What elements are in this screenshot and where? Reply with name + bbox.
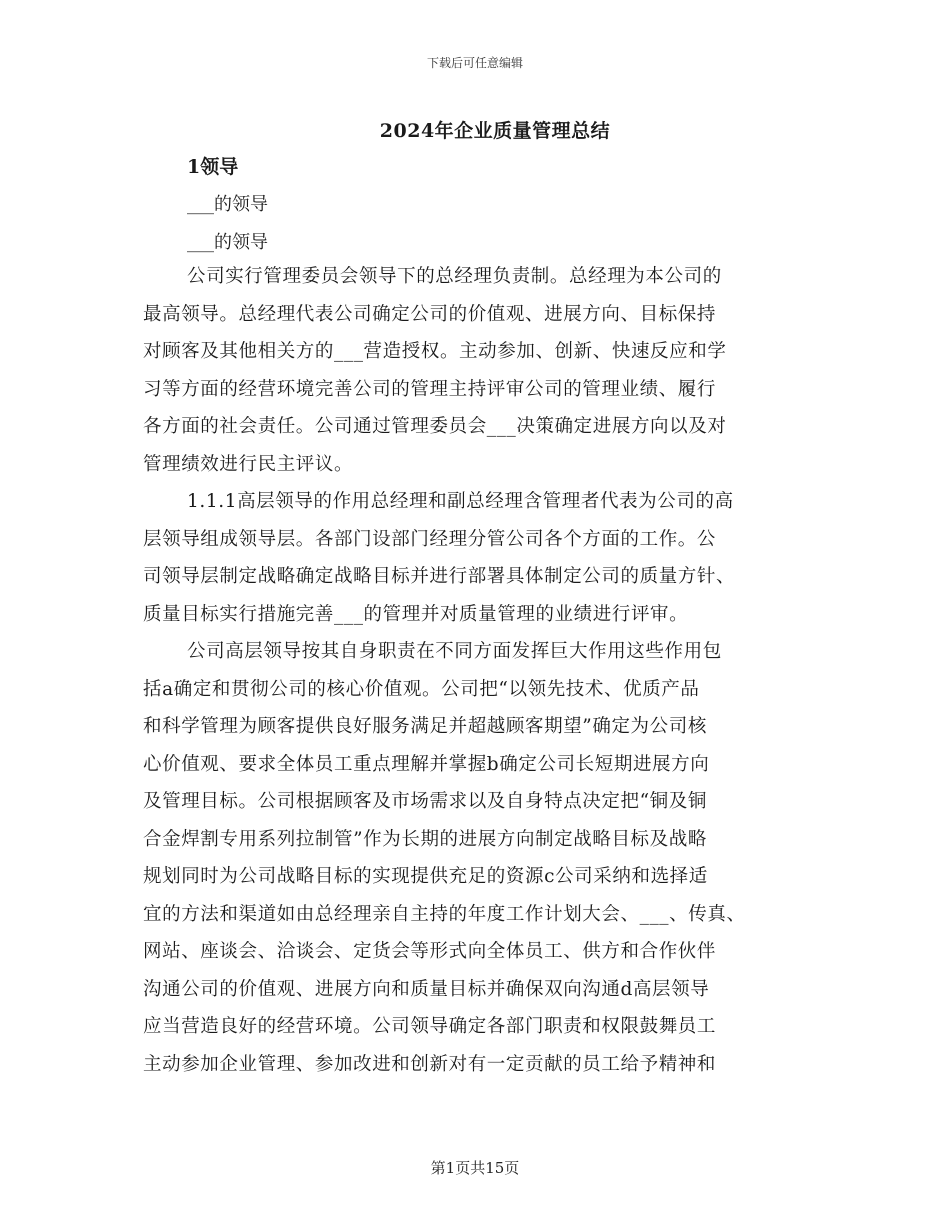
text-line: 和科学管理为顾客提供良好服务满足并超越顾客期望”确定为公司核	[143, 716, 707, 737]
section-heading: 1领导	[187, 156, 239, 178]
paragraph-1	[143, 258, 823, 483]
document-body	[143, 258, 823, 1083]
document-title: 2024年企业质量管理总结	[379, 120, 611, 142]
text-line: 主动参加企业管理、参加改进和创新对有一定贡献的员工给予精神和	[143, 1053, 717, 1075]
text-line: 最高领导。总经理代表公司确定公司的价值观、进展方向、目标保持	[143, 303, 717, 325]
text-line: 网站、座谈会、洽谈会、定货会等形式向全体员工、供方和合作伙伴	[143, 941, 717, 962]
text-line: 各方面的社会责任。公司通过管理委员会___决策确定进展方向以及对	[143, 416, 727, 437]
page-number: 第1页共15页	[430, 1159, 520, 1177]
text-line: 应当营造良好的经营环境。公司领导确定各部门职责和权限鼓舞员工	[143, 1016, 717, 1037]
text-line: 合金焊割专用系列拉制管”作为长期的进展方向制定战略目标及战略	[143, 828, 707, 850]
text-line: 公司实行管理委员会领导下的总经理负责制。总经理为本公司的	[187, 266, 722, 287]
text-line: 习等方面的经营环境完善公司的管理主持评审公司的管理业绩、履行	[143, 378, 717, 400]
text-line: 规划同时为公司战略目标的实现提供充足的资源c公司采纳和选择适	[143, 866, 708, 887]
paragraph-3	[143, 633, 823, 1083]
text-line: 对顾客及其他相关方的___营造授权。主动参加、创新、快速反应和学	[143, 341, 727, 362]
page-header: 下载后可任意编辑	[426, 56, 523, 70]
text-line: 质量目标实行措施完善___的管理并对质量管理的业绩进行评审。	[143, 603, 689, 625]
text-line: 沟通公司的价值观、进展方向和质量目标并确保双向沟通d高层领导	[143, 978, 710, 1000]
text-line: 括a确定和贯彻公司的核心价值观。公司把“以领先技术、优质产品	[143, 678, 700, 700]
text-line: 宜的方法和渠道如由总经理亲自主持的年度工作计划大会、___、传真、	[143, 903, 746, 925]
text-line: 公司高层领导按其自身职责在不同方面发挥巨大作用这些作用包	[187, 641, 722, 662]
text-line: 管理绩效进行民主评议。	[143, 453, 354, 475]
text-line: 心价值观、要求全体员工重点理解并掌握b确定公司长短期进展方向	[143, 753, 710, 775]
paragraph-2	[143, 483, 823, 633]
text-line: 司领导层制定战略确定战略目标并进行部署具体制定公司的质量方针、	[143, 566, 736, 587]
text-line: 及管理目标。公司根据顾客及市场需求以及自身特点决定把“铜及铜	[143, 791, 707, 812]
text-line: 层领导组成领导层。各部门设部门经理分管公司各个方面的工作。公	[143, 528, 717, 550]
sub-item: ___的领导	[187, 194, 268, 215]
sub-item: ___的领导	[187, 232, 268, 253]
text-line: 1.1.1高层领导的作用总经理和副总经理含管理者代表为公司的高	[187, 491, 734, 512]
